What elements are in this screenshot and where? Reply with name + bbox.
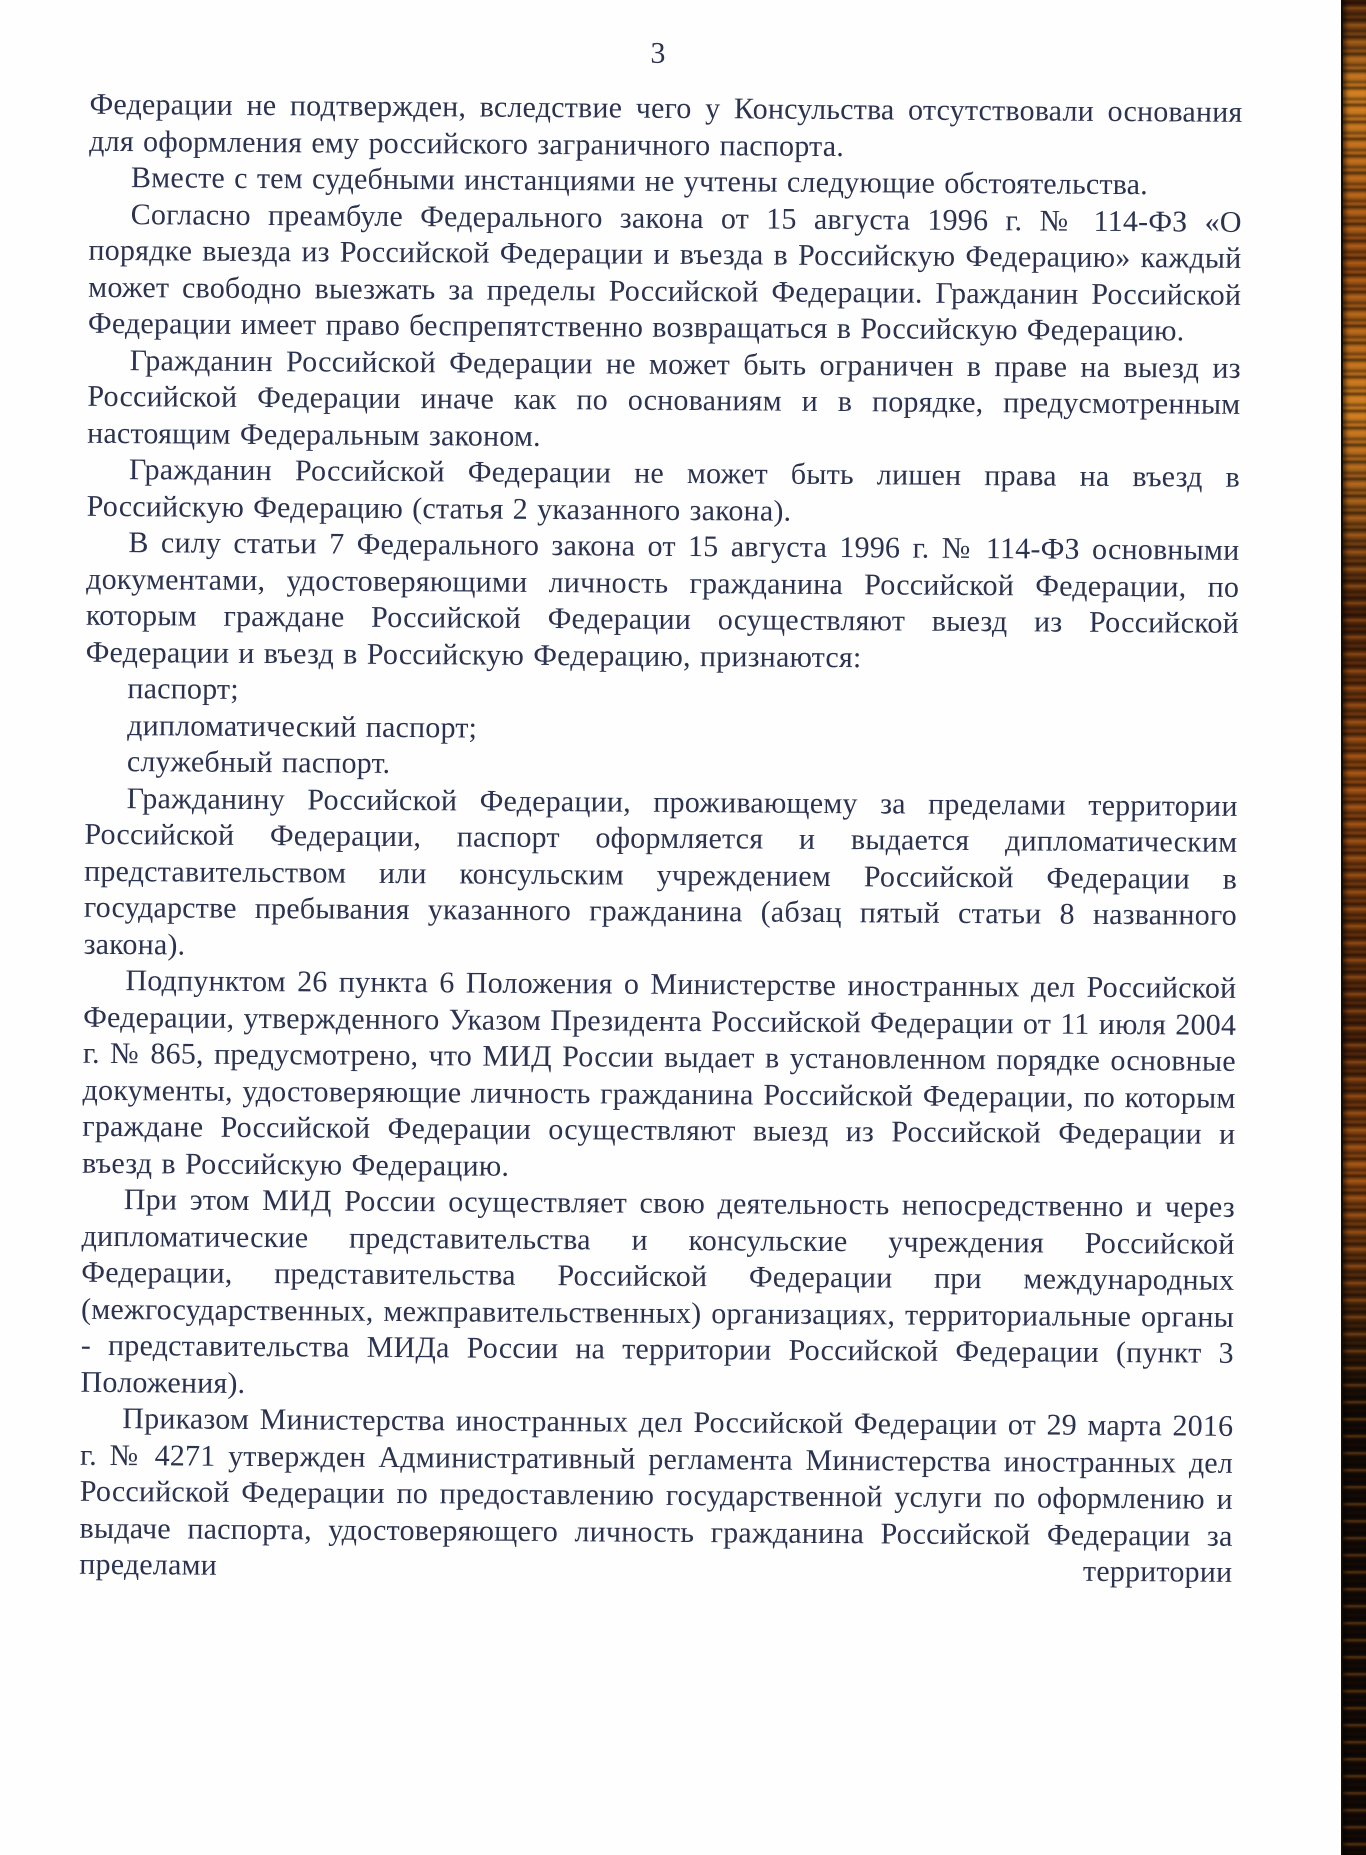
paragraph: Подпунктом 26 пункта 6 Положения о Министерстве иностранных дел Российской Федерации, утвержденного Указом Президента Российской Федерации от 11 июля 2004 г. № 865, предусмотрено, что МИД России выдает в установленном порядке основные документы, удостоверяющие личность гражданина Российской Федерации, по которым граждане Российской Федерации осуществляют выезд из Российской Федерации и въезд в Российскую Федерацию. [82,964,1237,1183]
paragraph: Вместе с тем судебными инстанциями не учтены следующие обстоятельства. [130,161,1149,202]
page-number: 3 [650,36,666,70]
scan-binding-edge [1341,0,1366,1855]
paragraph: Гражданин Российской Федерации не может быть ограничен в праве на выезд из Российской Федерации иначе как по основаниям и в порядке, предусмотренным настоящим Федеральным законом. [87,343,1241,453]
paragraph: Федерации не подтвержден, вследствие чего у Консульства отсутствовали основания для оформления ему российского заграничного паспорта. [89,87,1243,163]
paragraph: служебный паспорт. [126,745,391,780]
paragraph: Гражданину Российской Федерации, проживающему за пределами территории Российской Федерации, паспорт оформляется и выдается дипломатическим представительством или консульским учреждением Российской Федерации в государстве пребывания указанного гражданина (абзац пятый статьи 8 названного закона). [83,781,1238,962]
paragraph: При этом МИД России осуществляет свою деятельность непосредственно и через дипломатические представительства и консульские учреждения Российской Федерации, представительства Российской Федерации при международных (межгосударственных, межправительственных) организациях, территориальные органы - представительства МИДа России на территории Российской Федерации (пункт 3 Положения). [80,1183,1235,1400]
paragraph: В силу статьи 7 Федерального закона от 15 августа 1996 г. № 114-ФЗ основными документами, удостоверяющими личность гражданина Российской Федерации, по которым граждане Российской Федерации осуществляют выезд из Российской Федерации и въезд в Российскую Федерацию, признаются: [85,526,1240,674]
paragraph: дипломатический паспорт; [127,708,478,745]
paragraph: паспорт; [127,672,239,706]
document-body [0,86,1366,1592]
scanned-text-area [0,32,1366,1592]
paragraph: Приказом Министерства иностранных дел Российской Федерации от 29 марта 2016 г. № 4271 утвержден Административный регламента Министерства иностранных дел Российской Федерации по предоставлению государственной услуги по оформлению и выдаче паспорта, удостоверяющего личность гражданина Российской Федерации за пределами территории [79,1402,1234,1589]
paragraph: Согласно преамбуле Федерального закона от 15 августа 1996 г. № 114-ФЗ «О порядке выезда из Российской Федерации и въезда в Российскую Федерацию» каждый может свободно выезжать за пределы Российской Федерации. Гражданин Российской Федерации имеет право беспрепятственно возвращаться в Российскую Федерацию. [87,197,1242,348]
paragraph: Гражданин Российской Федерации не может быть лишен права на въезд в Российскую Федерацию (статья 2 указанного закона). [86,453,1241,528]
